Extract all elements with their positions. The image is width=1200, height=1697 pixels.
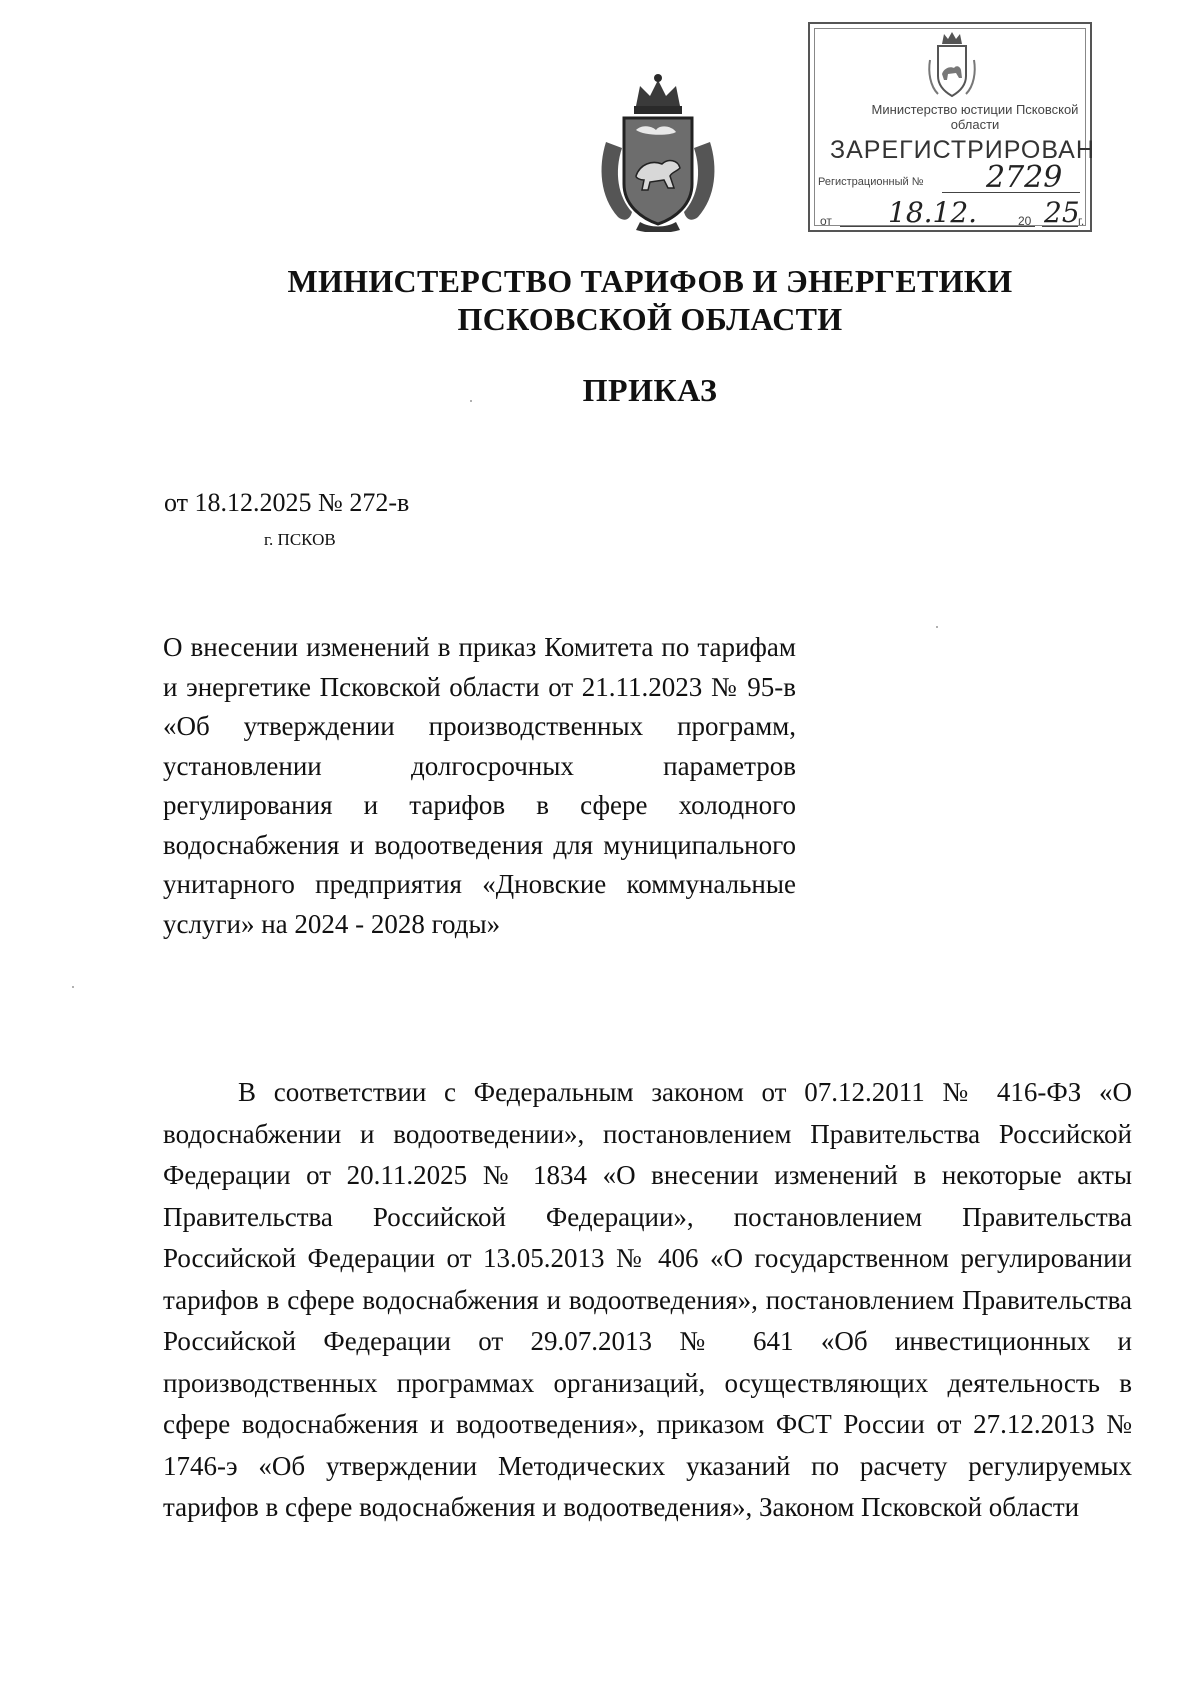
organization-title: МИНИСТЕРСТВО ТАРИФОВ И ЭНЕРГЕТИКИ ПСКОВСКОЙ ОБЛАСТИ <box>287 263 1013 337</box>
pskov-oblast-coat-of-arms-icon <box>926 30 978 102</box>
document-type: ПРИКАЗ <box>582 372 718 408</box>
stamp-year-value: 25 <box>1044 196 1080 229</box>
stamp-status: ЗАРЕГИСТРИРОВАН <box>830 136 1095 164</box>
pskov-oblast-coat-of-arms-icon <box>596 72 720 232</box>
order-subject: О внесении изменений в приказ Комитета по тарифам и энергетике Псковской области от 21.11.2023 № 95-в «Об утверждении производственных программ, установлении долгосрочных параметров регулирования и тарифов в сфере холодного водоснабжения и водоотведения для муниципального унитарного предприятия «Дновские коммунальные услуги» на 2024 - 2028 годы» <box>163 632 796 939</box>
stamp-date-value: 18.12. <box>888 196 978 229</box>
registration-stamp <box>808 22 1095 232</box>
order-body-paragraph: В соответствии с Федеральным законом от 07.12.2011 № 416-ФЗ «О водоснабжении и водоотведении», постановлением Правительства Российской Федерации от 20.11.2025 № 1834 «О внесении изменений в некоторые акты Правительства Российской Федерации», постановлением Правительства Российской Федерации от 13.05.2013 № 406 «О государственном регулировании тарифов в сфере водоснабжения и водоотведения», постановлением Правительства Российской Федерации от 29.07.2013 № 641 «Об инвестиционных и производственных программах организаций, осуществляющих деятельность в сфере водоснабжения и водоотведения», приказом ФСТ России от 27.12.2013 № 1746-э «Об утверждении Методических указаний по расчету регулируемых тарифов в сфере водоснабжения и водоотведения», Законом Псковской области <box>163 1077 1132 1522</box>
scan-speck <box>72 986 74 988</box>
document-date-number: от 18.12.2025 № 272-в <box>164 488 410 517</box>
stamp-registration-label: Регистрационный № <box>818 176 924 188</box>
stamp-date-label: от <box>820 214 832 228</box>
stamp-year-suffix: г. <box>1078 214 1085 228</box>
document-city: г. ПСКОВ <box>264 530 336 549</box>
stamp-year-prefix: 20 <box>1018 214 1032 228</box>
scan-speck <box>936 626 938 628</box>
stamp-organization: Министерство юстиции Псковской области <box>871 102 1079 132</box>
stamp-registration-number: 2729 <box>986 160 1063 195</box>
scan-speck <box>470 400 472 402</box>
